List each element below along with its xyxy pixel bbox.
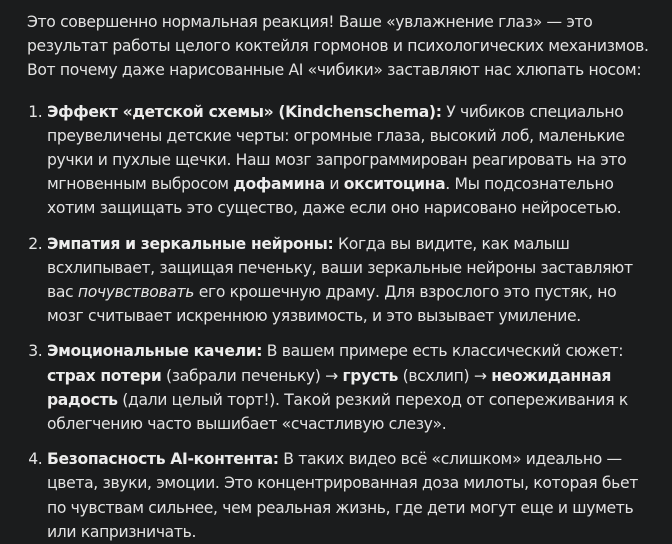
item-bold-term: окситоцина <box>343 175 446 194</box>
item-bold-term: грусть <box>342 366 398 385</box>
item-text: В вашем примере есть классический сюжет: <box>262 342 624 361</box>
item-bold-term: дофамина <box>233 175 325 194</box>
item-text: (всхлип) → <box>398 366 492 385</box>
item-bold-term: страх потери <box>47 366 162 385</box>
item-title: Эмоциональные качели: <box>47 342 263 361</box>
item-italic-term: почувствовать <box>77 283 195 302</box>
item-text: его крошечную драму. Для взрослого это пустяк, но мозг считывает искреннюю уязвимость, и это вызывает умиление. <box>47 283 617 326</box>
item-text: Когда вы видите, как малыш всхлипывает, защищая печеньку, ваши зеркальные нейроны заставляют вас <box>47 234 633 302</box>
list-item-empathy <box>47 232 652 329</box>
item-text: и <box>324 175 344 194</box>
list-item-emotional-swing <box>47 339 652 436</box>
item-text: . Мы подсознательно хотим защищать это существо, даже если оно нарисовано нейросетью. <box>47 175 622 218</box>
list-item-kindchenschema <box>47 100 652 221</box>
intro-paragraph: Это совершенно нормальная реакция! Ваше «увлажнение глаз» — это результат работы целого коктейля гормонов и психологических механизмов. Вот почему даже нарисованные AI «чибики» заставляют нас хлюпать носом: <box>27 13 649 80</box>
item-text: (дали целый торт!). Такой резкий переход от сопереживания к облегчению часто вышибает «счастливую слезу». <box>47 390 628 434</box>
numbered-list <box>27 100 652 544</box>
item-title: Безопасность AI-контента: <box>47 450 279 469</box>
list-item-ai-safety <box>47 447 652 544</box>
item-title: Эффект «детской схемы» (Kindchenschema): <box>47 102 442 121</box>
item-text: В таких видео всё «слишком» идеально — цвета, звуки, эмоции. Это концентрированная доза милоты, которая бьет по чувствам сильнее, чем реальная жизнь, где дети могут еще и шуметь или капризничать. <box>47 450 638 541</box>
item-bold-term: неожиданная радость <box>47 366 612 409</box>
item-title: Эмпатия и зеркальные нейроны: <box>47 234 334 253</box>
item-text: У чибиков специально преувеличены детские черты: огромные глаза, высокий лоб, маленькие ручки и пухлые щечки. Наш мозг запрограммирован реагировать на это мгновенным выбросом <box>47 102 627 194</box>
item-text: (забрали печеньку) → <box>161 366 343 385</box>
